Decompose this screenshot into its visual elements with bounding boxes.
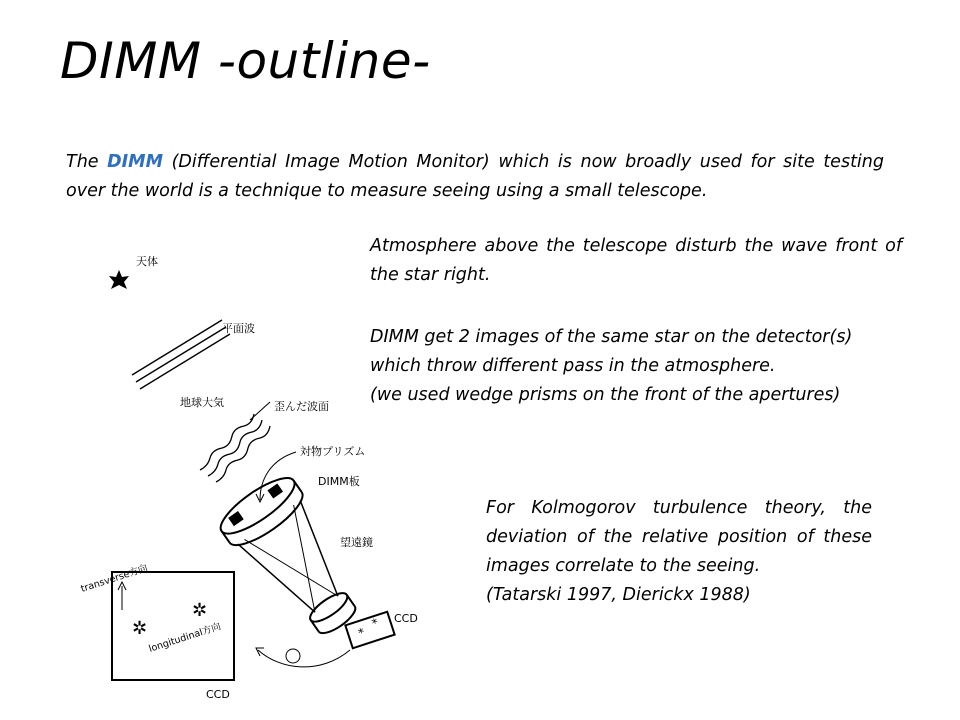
intro-accent-dimm: DIMM [107, 152, 164, 172]
slide-title: DIMM -outline- [60, 32, 431, 90]
label-prism: 対物プリズム [300, 445, 366, 458]
label-atmosphere: 地球大気 [180, 396, 224, 409]
frame-star-2: ✲ [192, 600, 208, 621]
label-plane-wave: 平面波 [222, 322, 255, 335]
ccd-star-2: * [370, 615, 381, 631]
dimm-line-2: which throw different pass in the atmosphere. [370, 356, 776, 376]
frame-star-1: ✲ [132, 618, 148, 639]
label-ccd-top: CCD [394, 612, 418, 625]
dimm-images-paragraph [370, 323, 910, 410]
label-ccd-bottom: CCD [206, 688, 230, 700]
intro-text-after: (Differential Image Motion Monitor) which is now broadly used for site testing over the world is a technique to measure seeing using a small telescope. [66, 152, 884, 201]
dimm-line-3: (we used wedge prisms on the front of the apertures) [370, 385, 841, 405]
ccd-star-1: * [356, 625, 367, 641]
return-arrow [258, 650, 350, 667]
label-longitudinal: longitudinal方向 [147, 621, 223, 655]
dimm-line-1: DIMM get 2 images of the same star on the detector(s) [370, 327, 853, 347]
plane-wave-lines [132, 320, 230, 389]
distorted-wavefront-lines [200, 414, 270, 482]
label-telescope: 望遠鏡 [340, 536, 373, 549]
atmosphere-paragraph: Atmosphere above the telescope disturb the wave front of the star right. [370, 236, 902, 285]
kolmogorov-text: For Kolmogorov turbulence theory, the deviation of the relative position of these images correlate to the seeing. [486, 498, 872, 576]
intro-text-before: The [66, 152, 108, 172]
label-transverse: transverse方向 [79, 562, 150, 595]
label-dimm-plate: DIMM板 [318, 475, 360, 488]
kolmogorov-paragraph [486, 494, 872, 610]
dimm-diagram [60, 230, 420, 700]
focus-circle [286, 649, 300, 663]
kolmogorov-citation: (Tatarski 1997, Dierickx 1988) [486, 585, 751, 605]
intro-paragraph [66, 148, 884, 206]
star-icon [109, 270, 129, 289]
label-distorted-wave: 歪んだ波面 [274, 400, 329, 413]
ccd-detector [345, 612, 394, 648]
label-star: 天体 [136, 255, 158, 268]
